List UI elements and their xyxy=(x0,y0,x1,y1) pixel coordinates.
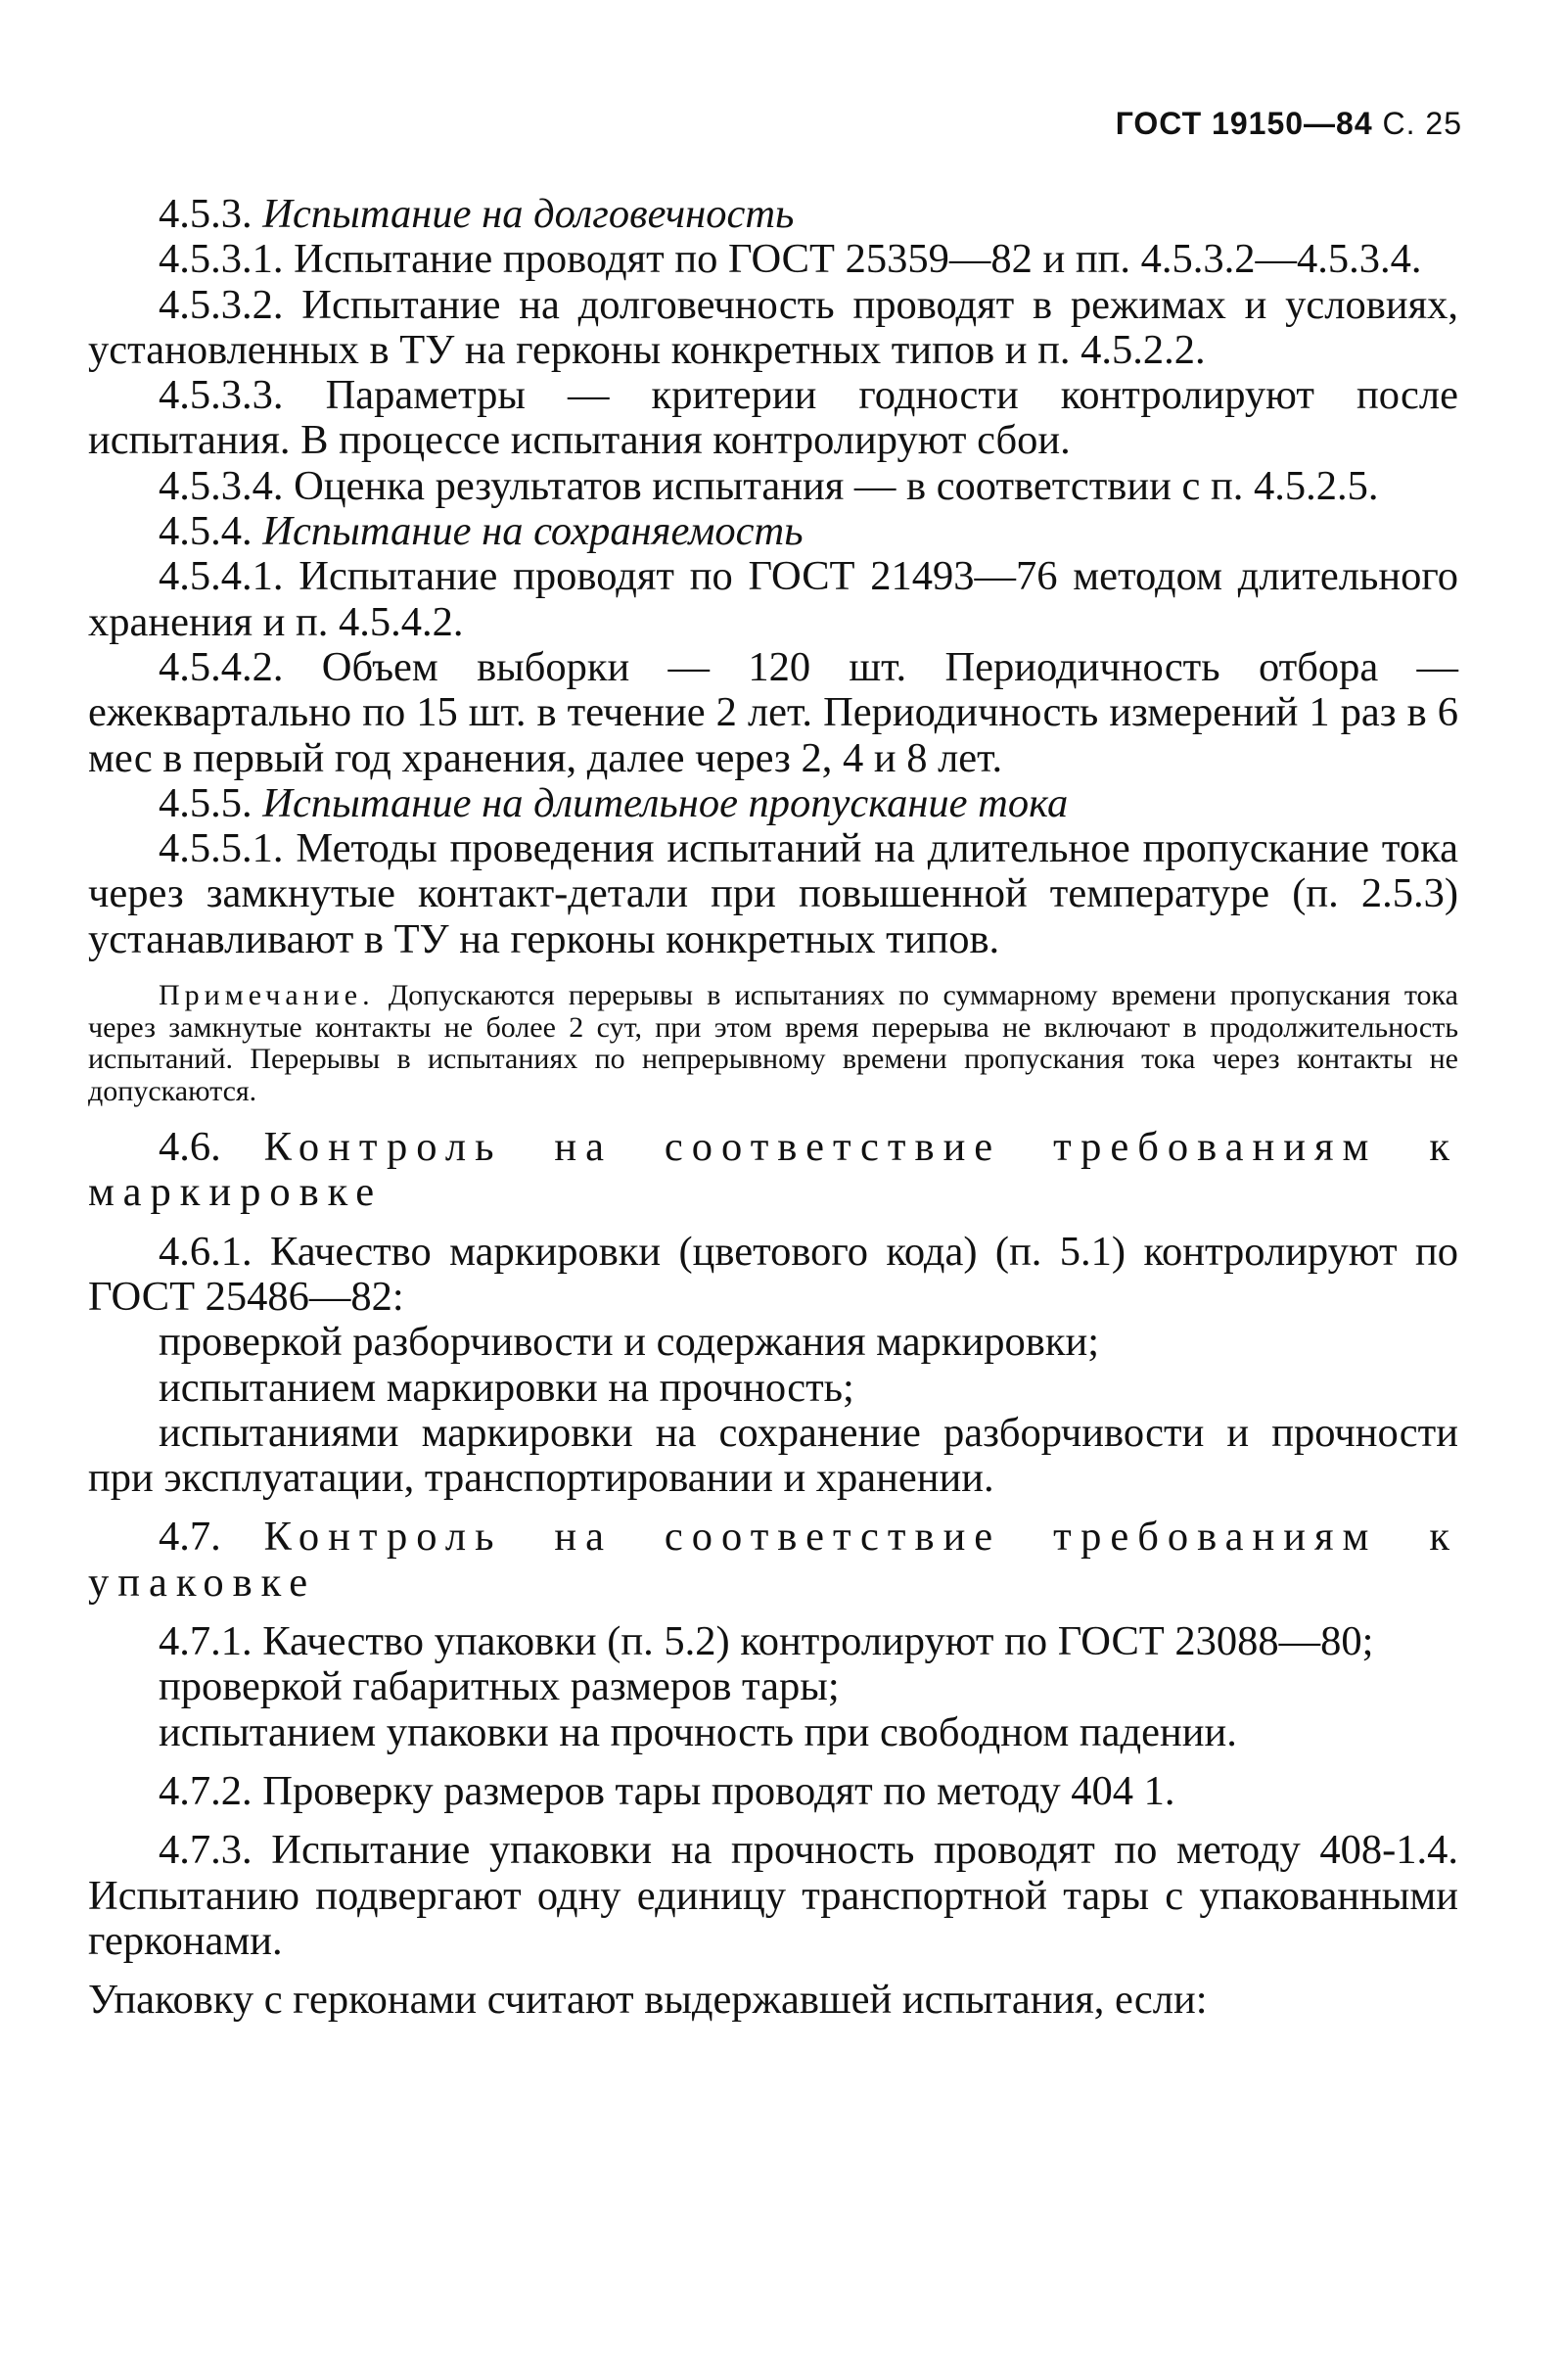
clause-number: 4.5.3. xyxy=(159,191,253,237)
clause-number: 4.5.4. xyxy=(159,508,253,555)
clause-4-5-3-1: 4.5.3.1. Испытание проводят по ГОСТ 25359—82 и пп. 4.5.3.2—4.5.3.4. xyxy=(159,236,1422,283)
clause-number: 4.6. xyxy=(159,1124,221,1171)
clause-4-5-3-4: 4.5.3.4. Оценка результатов испытания — в соответствии с п. 4.5.2.5. xyxy=(159,462,1379,509)
list-item: испытанием маркировки на прочность; xyxy=(159,1364,854,1411)
section-heading-4-5-4 xyxy=(88,509,1458,554)
clause-title: Испытание на длительное пропускание тока xyxy=(262,779,1069,826)
list-item: проверкой габаритных размеров тары; xyxy=(159,1663,840,1710)
clause-4-7-3: 4.7.3. Испытание упаковки на прочность проводят по методу 408-1.4. Испытанию подвергают одну единицу транспортной тары с упакованными герконами. xyxy=(88,1827,1458,1964)
clause-4-7-2: 4.7.2. Проверку размеров тары проводят по методу 404 1. xyxy=(159,1767,1175,1814)
clause-4-7-1: 4.7.1. Качество упаковки (п. 5.2) контролируют по ГОСТ 23088—80; xyxy=(159,1618,1374,1665)
section-heading-4-7 xyxy=(88,1515,1458,1606)
section-heading-4-5-3 xyxy=(88,192,1458,237)
clause-4-5-3-3: 4.5.3.3. Параметры — критерии годности контролируют после испытания. В процессе испытания контролируют сбои. xyxy=(88,372,1458,464)
list-item: испытаниями маркировки на сохранение разборчивости и прочности при эксплуатации, транспортировании и хранении. xyxy=(88,1409,1458,1502)
clause-title: Контроль на соответствие требованиям к маркировке xyxy=(88,1124,1459,1216)
section-heading-4-5-5 xyxy=(88,781,1458,826)
note-label: Примечание. xyxy=(159,979,375,1012)
clause-number: 4.7. xyxy=(159,1514,221,1561)
clause-4-7-3-continuation: Упаковку с герконами считают выдержавшей испытания, если: xyxy=(88,1977,1208,2024)
clause-4-6-1: 4.6.1. Качество маркировки (цветового кода) (п. 5.1) контролируют по ГОСТ 25486—82: xyxy=(88,1228,1458,1320)
clause-title: Испытание на сохраняемость xyxy=(262,508,804,555)
note-text: Допускаются перерывы в испытаниях по суммарному времени пропускания тока через замкнутые контакты не более 2 сут, при этом время перерыва не включают в продолжительность испытаний. Перерывы в испытаниях по непрерывному времени пропускания тока через контакты не допускаются. xyxy=(88,979,1458,1107)
page-header xyxy=(1116,106,1462,142)
document-body xyxy=(88,192,1458,2023)
section-heading-4-6 xyxy=(88,1125,1458,1216)
page-number: С. 25 xyxy=(1382,106,1462,141)
standard-number: ГОСТ 19150—84 xyxy=(1115,106,1373,141)
clause-4-5-4-2: 4.5.4.2. Объем выборки — 120 шт. Периодичность отбора — ежеквартально по 15 шт. в течение 2 лет. Периодичность измерений 1 раз в 6 мес в первый год хранения, далее через 2, 4 и 8 лет. xyxy=(88,643,1458,781)
clause-title: Испытание на долговечность xyxy=(262,191,795,237)
list-item: проверкой разборчивости и содержания маркировки; xyxy=(159,1319,1100,1366)
clause-title: Контроль на соответствие требованиям к упаковке xyxy=(88,1514,1459,1606)
clause-number: 4.5.5. xyxy=(159,779,253,826)
note-block xyxy=(88,980,1458,1107)
clause-4-5-3-2: 4.5.3.2. Испытание на долговечность проводят в режимах и условиях, установленных в ТУ на герконы конкретных типов и п. 4.5.2.2. xyxy=(88,281,1458,373)
clause-4-5-4-1: 4.5.4.1. Испытание проводят по ГОСТ 21493—76 методом длительного хранения и п. 4.5.4.2. xyxy=(88,553,1458,645)
list-item: испытанием упаковки на прочность при свободном падении. xyxy=(159,1708,1237,1755)
clause-4-5-5-1: 4.5.5.1. Методы проведения испытаний на длительное пропускание тока через замкнутые контакт-детали при повышенной температуре (п. 2.5.3) устанавливают в ТУ на герконы конкретных типов. xyxy=(88,825,1458,962)
